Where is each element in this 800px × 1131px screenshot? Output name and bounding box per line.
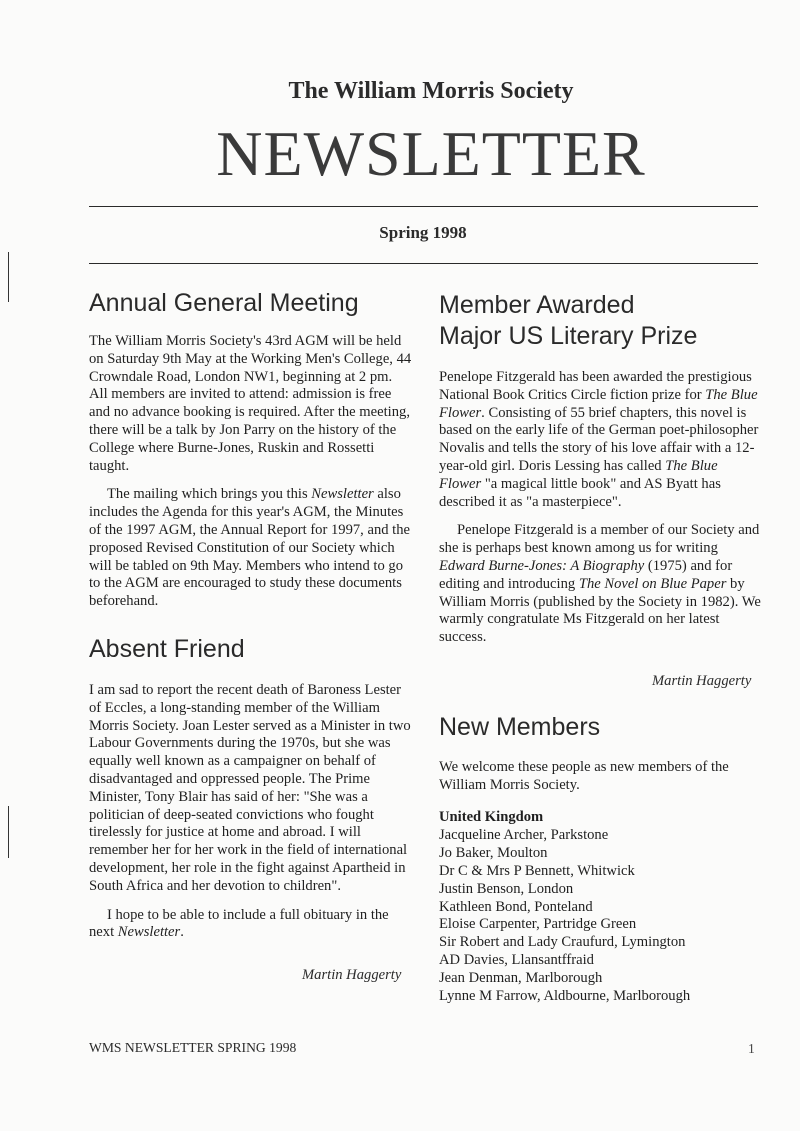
list-item: Lynne M Farrow, Aldbourne, Marlborough [439, 988, 691, 1005]
top-rule [89, 206, 758, 207]
list-item: Dr C & Mrs P Bennett, Whitwick [439, 862, 635, 879]
newsletter-title: NEWSLETTER [216, 118, 646, 189]
list-item: Jo Baker, Moulton [439, 844, 548, 861]
agm-body [89, 333, 413, 611]
agm-paragraph-1: The William Morris Society's 43rd AGM will be held on Saturday 9th May at the Working Men's College, 44 Crowndale Road, London NW1, beginning at 2 pm. All members are invited to attend: admission is free and no advance booking is required. After the meeting, there will be a talk by Jon Parry on the history of the College where Burne-Jones, Ruskin and Rossetti taught. [89, 333, 412, 474]
list-item: Sir Robert and Lady Craufurd, Lymington [439, 934, 686, 951]
issue-date: Spring 1998 [379, 223, 467, 242]
bottom-rule [89, 263, 758, 264]
prize-paragraph-2: Penelope Fitzgerald is a member of our Society and she is perhaps best known among us for writing Edward Burne-Jones: A Biography (1975) and for editing and introducing The Novel on Blue Paper by William Morris (published by the Society in 1982). We warmly congratulate Ms Fitzgerald on her latest success. [439, 522, 761, 646]
absent-paragraph-2: I hope to be able to include a full obituary in the next Newsletter. [89, 906, 389, 941]
society-name: The William Morris Society [288, 78, 574, 104]
absent-friend-heading: Absent Friend [89, 635, 245, 663]
list-item: Kathleen Bond, Ponteland [439, 898, 593, 915]
page-number: 1 [748, 1041, 755, 1056]
member-list [439, 809, 690, 1006]
list-item: AD Davies, Llansantffraid [439, 952, 594, 969]
margin-mark [8, 806, 9, 858]
absent-paragraph-1: I am sad to report the recent death of Baroness Lester of Eccles, a long-standing member of the William Morris Society. Joan Lester served as a Minister in two Labour Governments during the 1970s, but she was equally well known as a campaigner on behalf of disadvantaged and oppressed people. The Prime Minister, Tony Blair has said of her: "She was a politician of deep-seated convictions who fought tirelessly for justice at home and abroad. I will remember her for her work in the field of international development, her role in the fight against Apartheid in South Africa and her devotion to children". [89, 682, 411, 894]
prize-paragraph-1: Penelope Fitzgerald has been awarded the prestigious National Book Critics Circle fiction prize for The Blue Flower. Consisting of 55 brief chapters, this novel is based on the early life of the German poet-philosopher Novalis and tells the story of his love affair with a 12-year-old girl. Doris Lessing has called The Blue Flower "a magical little book" and AS Byatt has described it as "a masterpiece". [439, 369, 759, 510]
member-region: United Kingdom [439, 809, 544, 825]
absent-signature: Martin Haggerty [302, 967, 402, 983]
prize-heading: Member Awarded Major US Literary Prize [439, 291, 698, 350]
absent-friend-body [89, 682, 413, 942]
margin-mark [8, 252, 9, 302]
agm-heading: Annual General Meeting [89, 289, 359, 317]
new-members-intro: We welcome these people as new members of the William Morris Society. [439, 759, 729, 793]
list-item: Eloise Carpenter, Partridge Green [439, 916, 637, 933]
list-item: Jean Denman, Marlborough [439, 970, 603, 987]
list-item: Jacqueline Archer, Parkstone [439, 826, 609, 843]
prize-body [439, 369, 761, 647]
footer-text: WMS NEWSLETTER SPRING 1998 [89, 1040, 297, 1055]
prize-signature: Martin Haggerty [652, 673, 752, 689]
new-members-heading: New Members [439, 713, 601, 741]
list-item: Justin Benson, London [439, 880, 574, 897]
agm-paragraph-2: The mailing which brings you this Newsletter also includes the Agenda for this year's AGM, the Minutes of the 1997 AGM, the Annual Report for 1997, and the proposed Revised Constitution of our Society which will be tabled on 9th May. Members who intend to go to the AGM are encouraged to study these documents beforehand. [89, 486, 411, 610]
